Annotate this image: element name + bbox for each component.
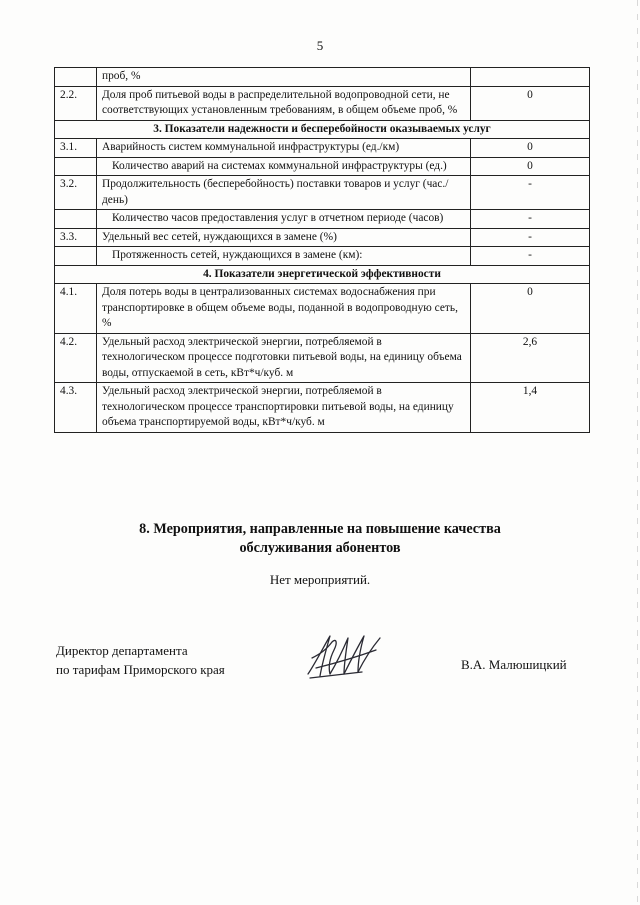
- indicator-value: 1,4: [471, 383, 590, 433]
- table-row: [55, 157, 590, 176]
- indicator-value: 0: [471, 139, 590, 158]
- indicators-table: [54, 67, 590, 433]
- indicator-description: Аварийность систем коммунальной инфраструктуры (ед./км): [97, 139, 471, 158]
- item-number: [55, 247, 97, 266]
- item-number: 4.2.: [55, 333, 97, 383]
- table-row: [55, 228, 590, 247]
- indicator-description: Удельный вес сетей, нуждающихся в замене (%): [97, 228, 471, 247]
- section-8-title-line-2: обслуживания абонентов: [239, 540, 401, 556]
- indicator-description: Доля проб питьевой воды в распределительной водопроводной сети, не соответствующих установленным требованиям, в общем объеме проб, %: [97, 86, 471, 120]
- indicator-description: Удельный расход электрической энергии, потребляемой в технологическом процессе подготовки питьевой воды, на единицу объема воды, отпускаемой в сеть, кВт*ч/куб. м: [97, 333, 471, 383]
- section-8-body: Нет мероприятий.: [269, 572, 371, 587]
- indicator-value: 0: [471, 284, 590, 334]
- indicator-description: Количество часов предоставления услуг в отчетном периоде (часов): [97, 210, 471, 229]
- signatory-position: [56, 641, 225, 679]
- item-number: [55, 68, 97, 87]
- table-row: [55, 139, 590, 158]
- table-row: [55, 210, 590, 229]
- indicator-description: Удельный расход электрической энергии, потребляемой в технологическом процессе транспортировки питьевой воды, на единицу объема транспортируемой воды, кВт*ч/куб. м: [97, 383, 471, 433]
- section-8-title: [0, 520, 640, 558]
- indicator-description: Доля потерь воды в централизованных системах водоснабжения при транспортировке в общем объеме воды, поданной в водопроводную сеть, %: [97, 284, 471, 334]
- indicator-value: [471, 68, 590, 87]
- indicator-description: Протяженность сетей, нуждающихся в замене (км):: [97, 247, 471, 266]
- item-number: 3.1.: [55, 139, 97, 158]
- indicator-value: -: [471, 247, 590, 266]
- signatory-name: В.А. Малюшицкий: [461, 657, 567, 672]
- item-number: 3.3.: [55, 228, 97, 247]
- section-heading: 3. Показатели надежности и бесперебойности оказываемых услуг: [55, 120, 590, 139]
- item-number: 3.2.: [55, 176, 97, 210]
- table-row: [55, 383, 590, 433]
- table-row: [55, 68, 590, 87]
- table-section-row: [55, 120, 590, 139]
- table-row: [55, 247, 590, 266]
- section-heading: 4. Показатели энергетической эффективности: [55, 265, 590, 284]
- item-number: 4.3.: [55, 383, 97, 433]
- item-number: 2.2.: [55, 86, 97, 120]
- table-section-row: [55, 265, 590, 284]
- indicator-description: Продолжительность (бесперебойность) поставки товаров и услуг (час./день): [97, 176, 471, 210]
- signatory-position-line-2: по тарифам Приморского края: [56, 662, 225, 677]
- table-row: [55, 176, 590, 210]
- indicator-description: Количество аварий на системах коммунальной инфраструктуры (ед.): [97, 157, 471, 176]
- table-row: [55, 333, 590, 383]
- indicator-value: -: [471, 228, 590, 247]
- item-number: 4.1.: [55, 284, 97, 334]
- item-number: [55, 210, 97, 229]
- indicator-value: 0: [471, 86, 590, 120]
- item-number: [55, 157, 97, 176]
- indicator-value: 2,6: [471, 333, 590, 383]
- indicator-description: проб, %: [97, 68, 471, 87]
- indicator-value: -: [471, 176, 590, 210]
- scan-edge-artifact: [637, 0, 638, 905]
- indicator-value: 0: [471, 157, 590, 176]
- handwritten-signature: [302, 628, 388, 684]
- table-row: [55, 86, 590, 120]
- table-row: [55, 284, 590, 334]
- signatory-position-line-1: Директор департамента: [56, 643, 188, 658]
- indicator-value: -: [471, 210, 590, 229]
- page-number: 5: [316, 38, 324, 53]
- section-8-title-line-1: 8. Мероприятия, направленные на повышение качества: [139, 521, 501, 537]
- indicators-table-body: [55, 68, 590, 433]
